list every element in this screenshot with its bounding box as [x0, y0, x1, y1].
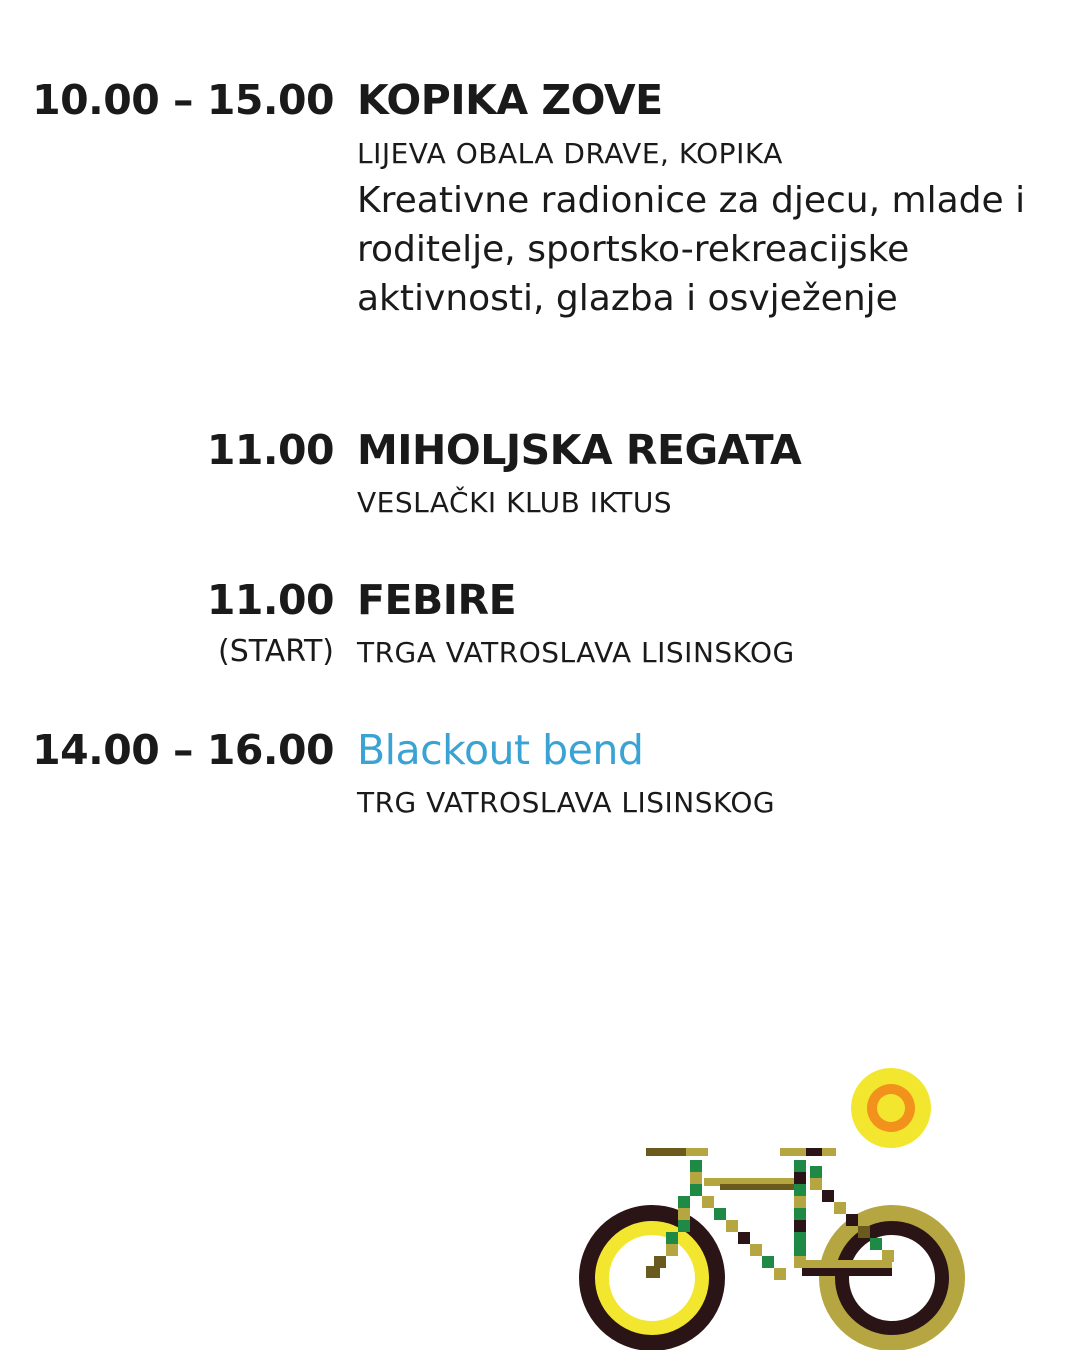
event-venue: TRGA VATROSLAVA LISINSKOG — [357, 636, 795, 669]
event-venue: TRG VATROSLAVA LISINSKOG — [357, 786, 776, 819]
event-time: 14.00 – 16.00 — [32, 726, 334, 774]
event-title: Blackout bend — [357, 726, 644, 774]
bicycle-illustration-icon — [570, 1060, 980, 1350]
event-venue: LIJEVA OBALA DRAVE, KOPIKA — [357, 137, 783, 170]
event-venue: VESLAČKI KLUB IKTUS — [357, 486, 673, 519]
event-time: 11.00 — [206, 426, 334, 474]
event-time-note: (START) — [218, 634, 334, 669]
event-title: MIHOLJSKA REGATA — [357, 426, 802, 474]
front-wheel-icon — [828, 1214, 956, 1342]
event-title: KOPIKA ZOVE — [357, 76, 663, 124]
event-time: 11.00 — [206, 576, 334, 624]
event-description: Kreativne radionice za djecu, mlade i roditelje, sportsko-rekreacijske aktivnosti, glazba i osvježenje — [357, 180, 1026, 319]
event-time: 10.00 – 15.00 — [32, 76, 334, 124]
event-title: FEBIRE — [357, 576, 517, 624]
